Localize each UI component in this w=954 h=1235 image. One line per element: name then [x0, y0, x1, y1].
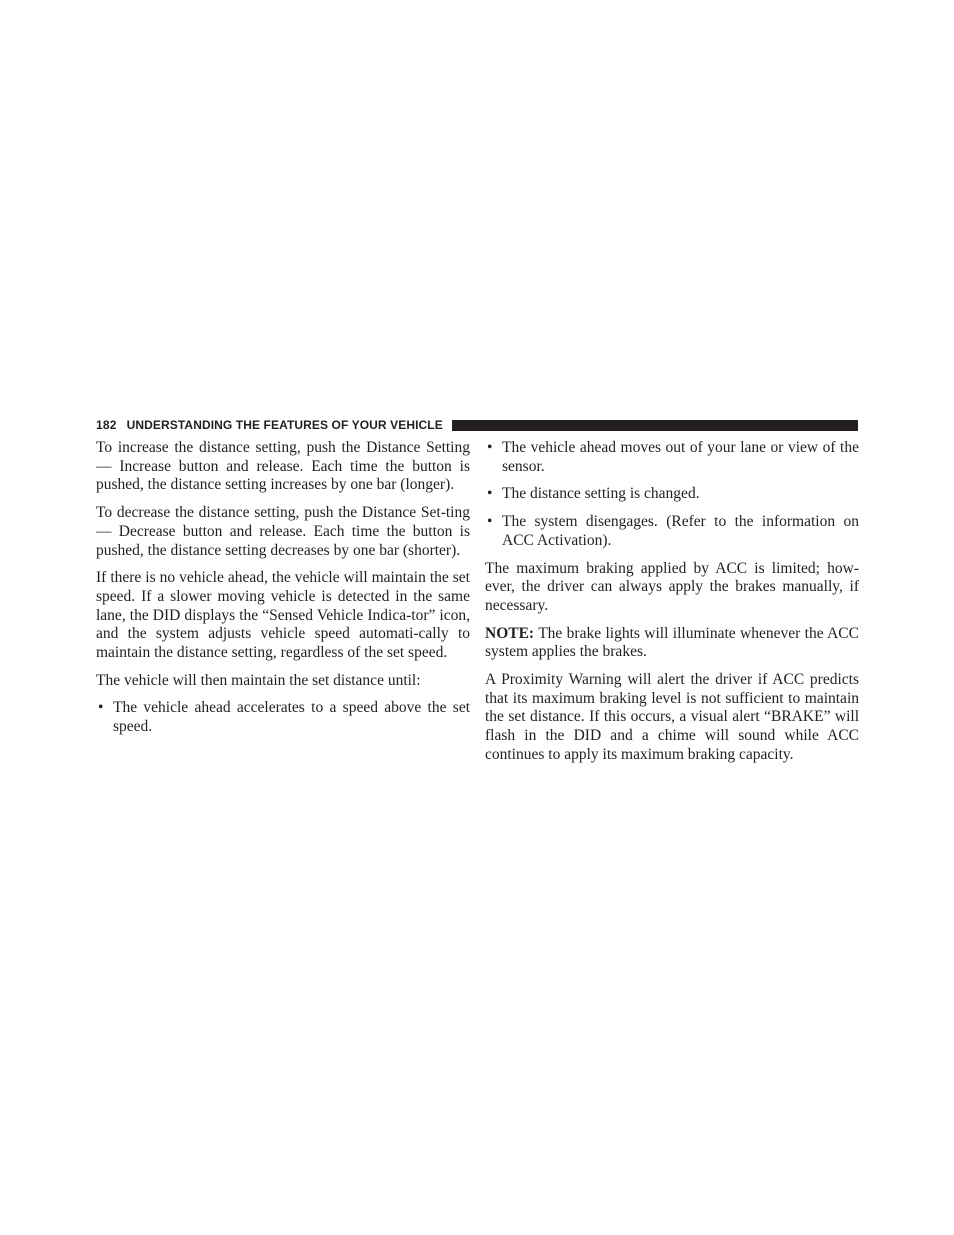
note-label: NOTE: — [485, 624, 535, 642]
list-item-text: The vehicle ahead moves out of your lane or view of the sensor. — [502, 439, 859, 475]
paragraph-max-braking: The maximum braking applied by ACC is limited; how-ever, the driver can always apply the brakes manually, if necessary. — [485, 559, 859, 614]
section-title: UNDERSTANDING THE FEATURES OF YOUR VEHICLE — [126, 418, 443, 432]
bullet-icon: • — [487, 485, 493, 503]
bullet-icon: • — [98, 699, 104, 717]
list-item-text: The distance setting is changed. — [502, 485, 700, 503]
list-item — [96, 699, 470, 736]
paragraph-decrease-distance: To decrease the distance setting, push the Distance Set-ting — Decrease button and release. Each time the button is pushed, the distance setting decreases by one bar (shorter). — [96, 504, 470, 559]
bullet-icon: • — [487, 439, 493, 456]
list-item — [485, 513, 859, 550]
note-text: The brake lights will illuminate whenever the ACC system applies the brakes. — [485, 624, 859, 661]
page-number: 182 — [96, 418, 117, 432]
left-column — [96, 439, 470, 746]
bullet-icon: • — [487, 513, 493, 531]
page-header — [96, 417, 858, 433]
note-paragraph — [485, 625, 859, 662]
list-item — [485, 485, 859, 504]
paragraph-maintain-until: The vehicle will then maintain the set distance until: — [96, 671, 421, 689]
paragraph-increase-distance: To increase the distance setting, push the Distance Setting — Increase button and release. Each time the button is pushed, the distance setting increases by one bar (longer). — [96, 439, 470, 494]
header-rule-bar — [452, 420, 858, 431]
paragraph-proximity-warning: A Proximity Warning will alert the driver if ACC predicts that its maximum braking level is not sufficient to maintain the set distance. If this occurs, a visual alert “BRAKE” will flash in the DID and a chime will sound while ACC continues to apply its maximum braking capacity. — [485, 671, 859, 763]
right-column — [485, 439, 859, 774]
list-item — [485, 439, 859, 476]
bullet-list-right — [485, 439, 859, 551]
list-item-text: The vehicle ahead accelerates to a speed above the set speed. — [113, 699, 470, 736]
paragraph-no-vehicle-ahead: If there is no vehicle ahead, the vehicle will maintain the set speed. If a slower moving vehicle is detected in the same lane, the DID displays the “Sensed Vehicle Indica-tor” icon, and the system adjusts vehicle speed automati-cally to maintain the distance setting, regardless of the set speed. — [96, 569, 470, 662]
bullet-list-left — [96, 699, 470, 736]
list-item-text: The system disengages. (Refer to the information on ACC Activation). — [502, 513, 859, 549]
